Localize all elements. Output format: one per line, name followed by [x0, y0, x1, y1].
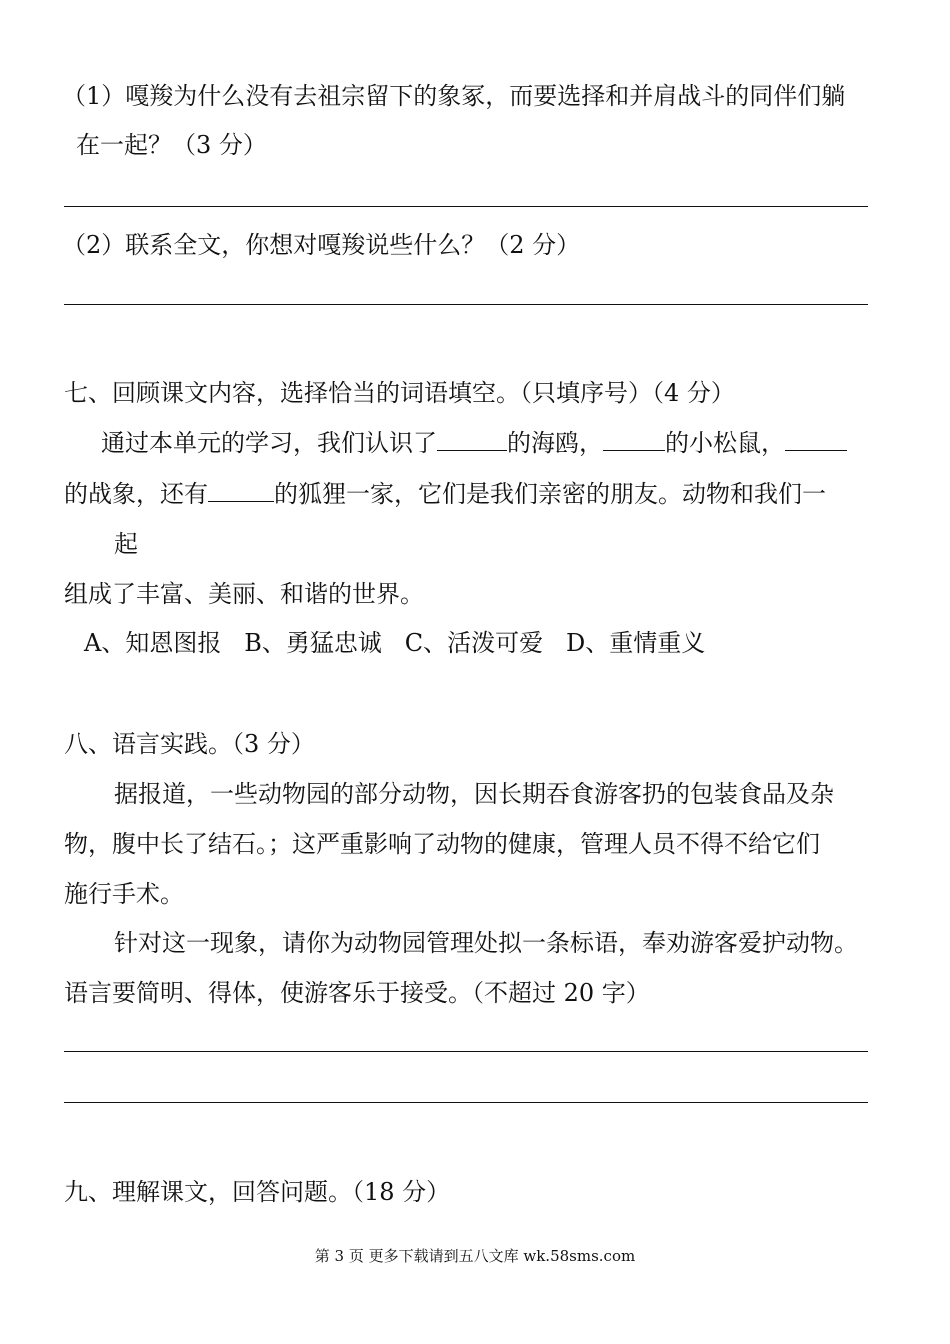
- fill-blank-4[interactable]: [208, 483, 274, 502]
- fill-text-e: 的狐狸一家，它们是我们亲密的朋友。动物和我们一: [274, 480, 826, 508]
- section-7-paragraph-line-3: 起: [114, 530, 138, 558]
- section-8-paragraph-line-2: 物，腹中长了结石。；这严重影响了动物的健康，管理人员不得不给它们: [64, 830, 820, 858]
- section-7-paragraph-line-4: 组成了丰富、美丽、和谐的世界。: [64, 580, 424, 608]
- section-7-paragraph-line-1: [101, 431, 847, 455]
- fill-blank-2[interactable]: [603, 432, 665, 451]
- fill-text-d: 的战象，还有: [64, 480, 208, 508]
- fill-blank-3[interactable]: [785, 432, 847, 451]
- section-8-paragraph-line-1: 据报道，一些动物园的部分动物，因长期吞食游客扔的包装食品及杂: [114, 780, 834, 808]
- section-8-paragraph-line-4: 针对这一现象，请你为动物园管理处拟一条标语，奉劝游客爱护动物。: [114, 929, 858, 957]
- question-1-line-1: （1）嘎羧为什么没有去祖宗留下的象冢，而要选择和并肩战斗的同伴们躺: [62, 82, 846, 110]
- section-7-options: A、知恩图报 B、勇猛忠诚 C、活泼可爱 D、重情重义: [84, 629, 706, 657]
- fill-text-a: 通过本单元的学习，我们认识了: [101, 429, 437, 457]
- section-7-heading: 七、回顾课文内容，选择恰当的词语填空。（只填序号）（4 分）: [64, 379, 735, 407]
- answer-line-q1[interactable]: [64, 206, 868, 207]
- answer-line-q2[interactable]: [64, 304, 868, 305]
- fill-text-b: 的海鸥，: [507, 429, 603, 457]
- question-2: （2）联系全文，你想对嘎羧说些什么？（2 分）: [62, 231, 581, 259]
- fill-text-c: 的小松鼠，: [665, 429, 785, 457]
- section-9-heading: 九、理解课文，回答问题。（18 分）: [64, 1178, 451, 1206]
- page-footer: 第 3 页 更多下载请到五八文库 wk.58sms.com: [314, 1247, 636, 1265]
- answer-line-slogan-1[interactable]: [64, 1051, 868, 1052]
- section-8-paragraph-line-3: 施行手术。: [64, 880, 184, 908]
- answer-line-slogan-2[interactable]: [64, 1102, 868, 1103]
- section-7-paragraph-line-2: [64, 482, 826, 506]
- fill-blank-1[interactable]: [437, 432, 507, 451]
- question-1-line-2: 在一起？（3 分）: [76, 131, 267, 159]
- section-8-heading: 八、语言实践。（3 分）: [64, 730, 315, 758]
- section-8-paragraph-line-5: 语言要简明、得体，使游客乐于接受。（不超过 20 字）: [64, 979, 650, 1007]
